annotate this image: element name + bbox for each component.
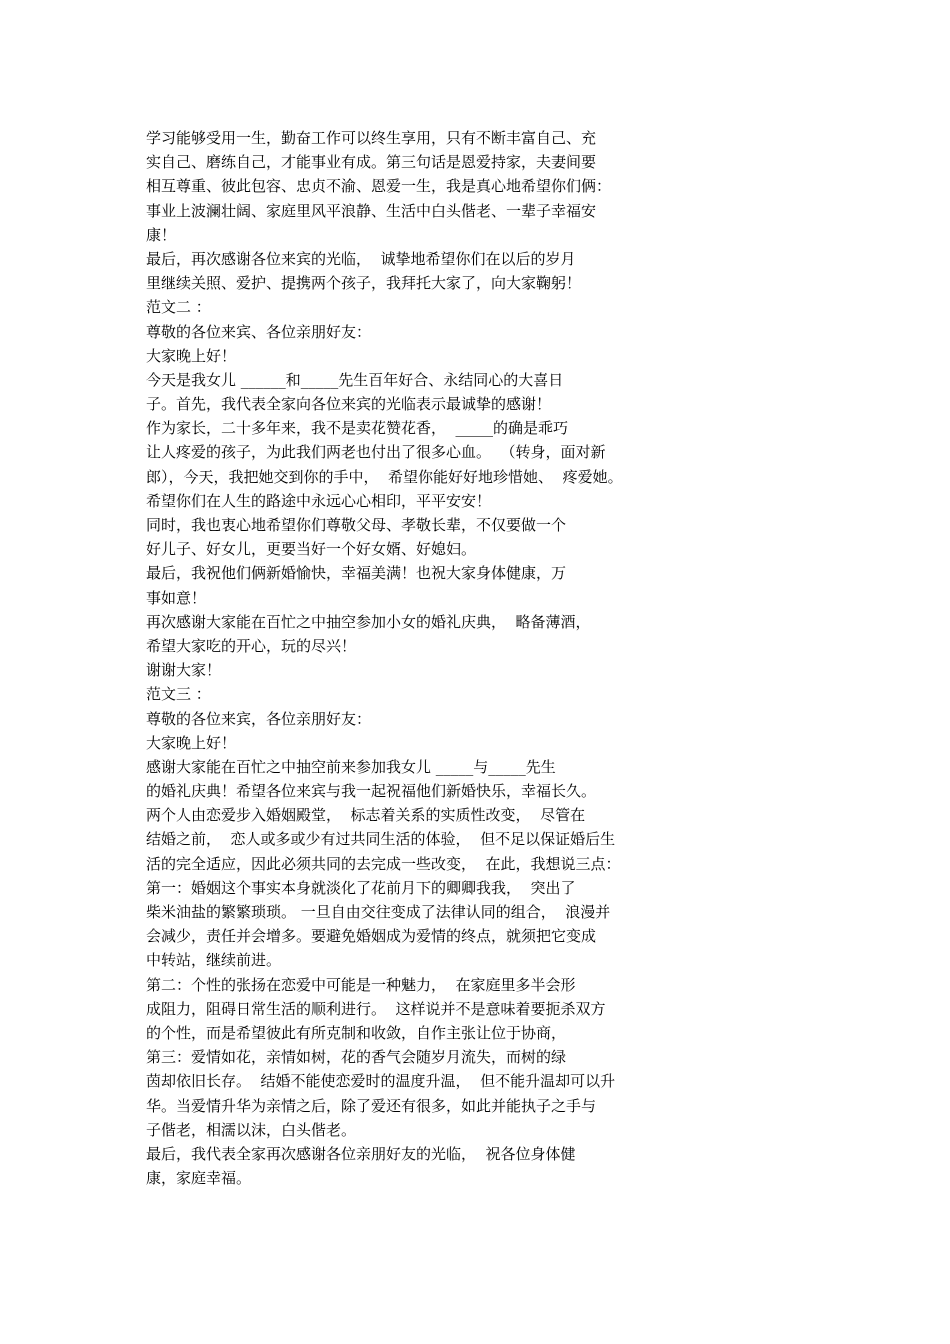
text-line: 事业上波澜壮阔、家庭里风平浪静、生活中白头偕老、一辈子幸福安	[146, 201, 597, 220]
text-line: 会减少，责任并会增多。要避免婚姻成为爱情的终点，就须把它变成	[146, 927, 597, 946]
text-line: 两个人由恋爱步入婚姻殿堂， 标志着关系的实质性改变， 尽管在	[146, 806, 586, 825]
text-line: 成阻力，阻碍日常生活的顺利进行。 这样说并不是意味着要扼杀双方	[146, 999, 606, 1018]
text-line: 再次感谢大家能在百忙之中抽空参加小女的婚礼庆典， 略备薄酒，	[146, 612, 591, 631]
text-line: 同时，我也衷心地希望你们尊敬父母、孝敬长辈，不仅要做一个	[146, 516, 567, 534]
text-line: 结婚之前， 恋人或多或少有过共同生活的体验， 但不足以保证婚后生	[146, 830, 616, 849]
text-line: 让人疼爱的孩子，为此我们两老也付出了很多心血。 （转身，面对新	[146, 443, 606, 462]
text-line: 尊敬的各位来宾、各位亲朋好友：	[146, 322, 372, 341]
text-line: 郎），今天，我把她交到你的手中， 希望你能好好地珍惜她、 疼爱她。	[146, 467, 623, 486]
text-line: 好儿子、好女儿，更要当好一个好女婿、好媳妇。	[146, 540, 477, 559]
text-line: 范文二 ：	[146, 298, 211, 317]
text-line: 的婚礼庆典！希望各位来宾与我一起祝福他们新婚快乐，幸福长久。	[146, 782, 597, 801]
text-line: 实自己、磨练自己，才能事业有成。第三句话是恩爱持家，夫妻间要	[146, 153, 597, 172]
text-line: 的个性，而是希望彼此有所克制和收敛，自作主张让位于协商，	[146, 1023, 567, 1042]
text-line: 子。首先，我代表全家向各位来宾的光临表示最诚挚的感谢！	[146, 395, 552, 414]
text-line: 希望你们在人生的路途中永远心心相印，平平安安！	[146, 491, 492, 510]
text-line: 相互尊重、彼此包容、忠贞不渝、恩爱一生，我是真心地希望你们俩：	[146, 177, 612, 196]
text-line: 谢谢大家！	[146, 661, 222, 680]
text-line: 作为家长，二十多年来，我不是卖花赞花香， _____的确是乖巧	[146, 419, 569, 438]
text-line: 第二：个性的张扬在恋爱中可能是一种魅力， 在家庭里多半会形	[146, 975, 576, 994]
text-line: 学习能够受用一生，勤奋工作可以终生享用，只有不断丰富自己、充	[146, 129, 597, 147]
text-line: 华。当爱情升华为亲情之后，除了爱还有很多，如此并能执子之手与	[146, 1096, 597, 1115]
document-body	[146, 126, 706, 1190]
text-line: 康！	[146, 225, 177, 244]
text-line: 第三：爱情如花，亲情如树，花的香气会随岁月流失，而树的绿	[146, 1048, 567, 1067]
text-line: 感谢大家能在百忙之中抽空前来参加我女儿 _____与_____先生	[146, 757, 556, 776]
text-line: 最后，我祝他们俩新婚愉快，幸福美满！也祝大家身体健康，万	[146, 564, 567, 583]
text-line: 活的完全适应，因此必须共同的去完成一些改变， 在此，我想说三点：	[146, 854, 621, 873]
text-line: 康，家庭幸福。	[146, 1169, 252, 1188]
text-line: 柴米油盐的繁繁琐琐。 一旦自由交往变成了法律认同的组合， 浪漫并	[146, 903, 611, 921]
text-line: 最后，我代表全家再次感谢各位亲朋好友的光临， 祝各位身体健	[146, 1144, 576, 1163]
text-line: 大家晚上好！	[146, 346, 237, 365]
text-line: 第一：婚姻这个事实本身就淡化了花前月下的卿卿我我， 突出了	[146, 878, 576, 897]
text-line: 尊敬的各位来宾，各位亲朋好友：	[146, 709, 372, 728]
text-line: 范文三 ：	[146, 685, 211, 704]
text-line: 最后，再次感谢各位来宾的光临， 诚挚地希望你们在以后的岁月	[146, 249, 576, 268]
text-line: 希望大家吃的开心，玩的尽兴！	[146, 636, 357, 655]
text-line: 中转站，继续前进。	[146, 951, 282, 970]
text-line: 事如意！	[146, 588, 207, 607]
text-line: 子偕老，相濡以沫，白头偕老。	[146, 1120, 357, 1139]
text-line: 茵却依旧长存。 结婚不能使恋爱时的温度升温， 但不能升温却可以升	[146, 1072, 616, 1091]
text-line: 大家晚上好！	[146, 733, 237, 752]
text-line: 今天是我女儿 ______和_____先生百年好合、永结同心的大喜日	[146, 370, 564, 389]
text-line: 里继续关照、爱护、提携两个孩子，我拜托大家了，向大家鞠躬！	[146, 274, 582, 293]
